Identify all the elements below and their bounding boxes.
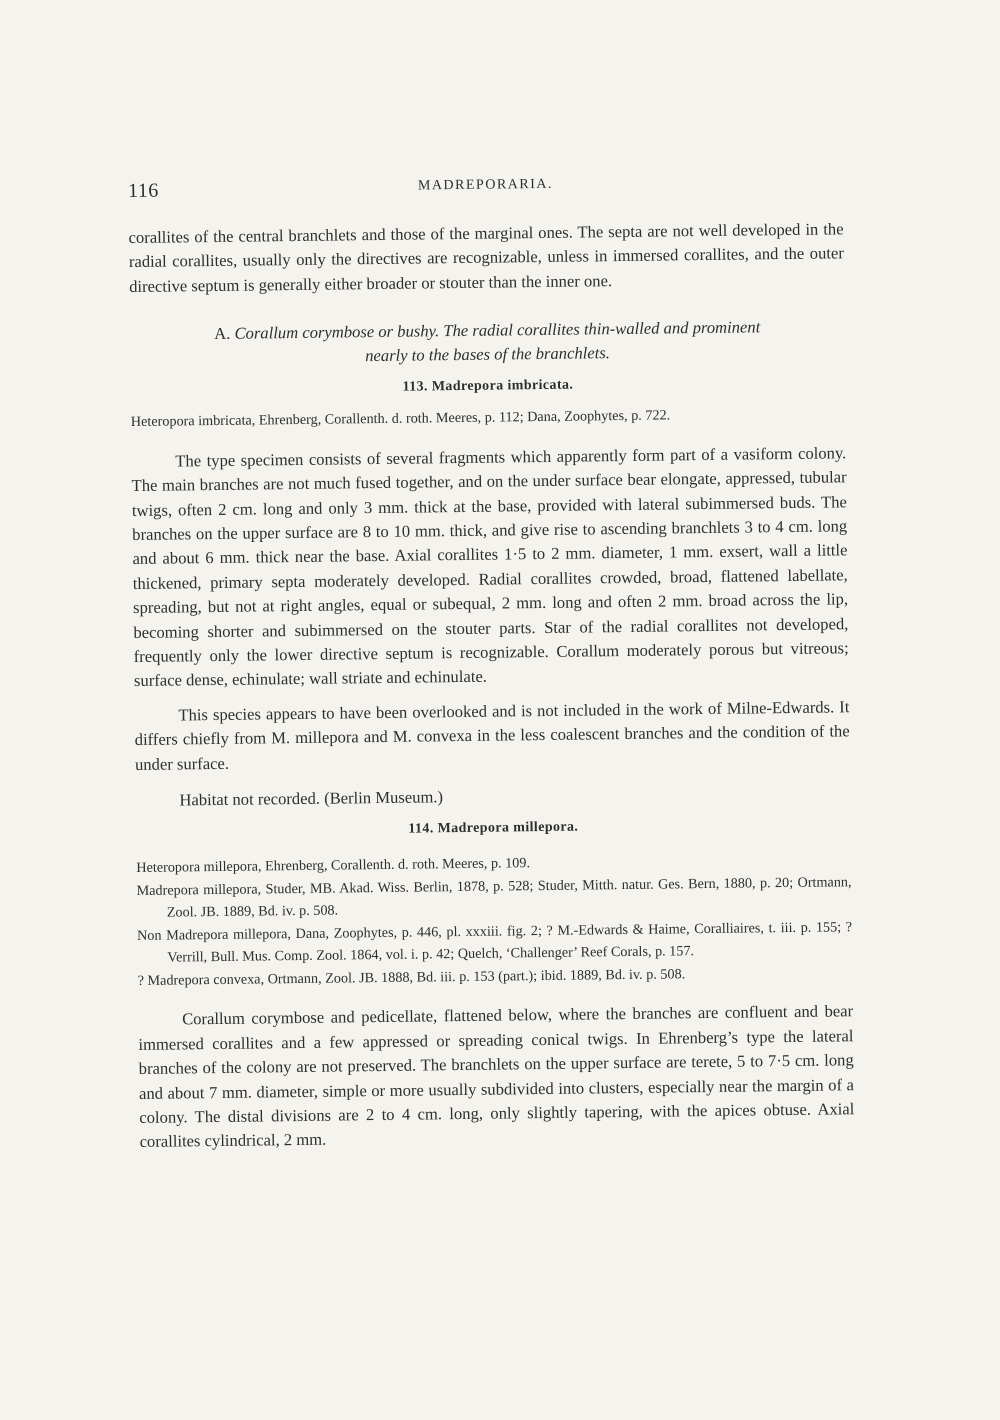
- section-heading-line-2: nearly to the bases of the branchlets.: [365, 343, 611, 366]
- intro-paragraph: corallites of the central branchlets and those of the marginal ones. The septa are not well developed in the radial corallites, usually only the directives are recognizable, unless in immersed corallites, and the outer directive septum is generally either broader or stouter than the inner one.: [128, 219, 844, 296]
- page-header: [128, 171, 843, 206]
- section-label: A.: [214, 324, 231, 344]
- species-113-synonymy: Heteropora imbricata, Ehrenberg, Corallenth. d. roth. Meeres, p. 112; Dana, Zoophytes, p. 722.: [130, 407, 671, 431]
- species-113-title: 113. Madrepora imbricata.: [402, 377, 574, 395]
- species-114-description: Corallum corymbose and pedicellate, flattened below, where the branches are confluent and bear immersed corallites and a few appressed or spreading conical twigs. In Ehrenberg’s type the lateral branches of the colony are not preserved. The branchlets on the upper surface are terete, 5 to 7·5 cm. long and about 7 mm. diameter, simple or more usually subdivided into clusters, especially near the margin of a colony. The distal divisions are 2 to 4 cm. long, only slightly tapering, with the apices obtuse. Axial corallites cylindrical, 2 mm.: [138, 1001, 855, 1152]
- synonymy-entry: Non Madrepora millepora, Dana, Zoophytes, p. 446, pl. xxxiii. fig. 2; ? M.-Edwards & Haime, Coralliaires, t. iii. p. 155; ? Verrill, Bull. Mus. Comp. Zool. 1864, vol. i. p. 42; Quelch, ‘Challenger’ Reef Corals, p. 157.: [137, 919, 853, 967]
- species-114-title: 114. Madrepora millepora.: [408, 819, 579, 838]
- section-heading: [130, 314, 846, 371]
- species-114-synonymy: [136, 849, 853, 993]
- page-number: 116: [127, 179, 159, 203]
- species-113-habitat: Habitat not recorded. (Berlin Museum.): [179, 787, 444, 810]
- species-113-remarks: This species appears to have been overlooked and is not included in the work of Milne-Edwards. It differs chiefly from M. millepora and M. convexa in the less coalescent branches and the condition of the under surface.: [134, 697, 850, 774]
- synonymy-entry: ? Madrepora convexa, Ortmann, Zool. JB. 1888, Bd. iii. p. 153 (part.); ibid. 1889, Bd. iv. p. 508.: [137, 966, 686, 989]
- running-head: MADREPORARIA.: [417, 176, 554, 194]
- synonymy-entry: Madrepora millepora, Studer, MB. Akad. Wiss. Berlin, 1878, p. 528; Studer, Mitth. natur. Ges. Bern, 1880, p. 20; Ortmann, Zool. JB. 1889, Bd. iv. p. 508.: [136, 874, 852, 922]
- species-113-description: The type specimen consists of several fragments which apparently form part of a vasiform colony. The main branches are not much fused together, and on the under surface bear elongate, appressed, tubular twigs, often 2 cm. long and only 3 mm. thick at the base, provided with lateral subimmersed buds. The branches on the upper surface are 8 to 10 mm. thick, and give rise to ascending branchlets 3 to 4 cm. long and about 6 mm. thick near the base. Axial corallites 1·5 to 2 mm. diameter, 1 mm. exsert, wall a little thickened, primary septa moderately developed. Radial corallites crowded, broad, flattened labellate, spreading, but not at right angles, equal or subequal, 2 mm. long and often 2 mm. broad across the lip, becoming shorter and subimmersed on the stouter parts. Star of the radial corallites not developed, frequently only the lower directive septum is recognizable. Corallum moderately porous but vitreous; surface dense, echinulate; wall striate and echinulate.: [131, 442, 849, 691]
- synonymy-entry: Heteropora millepora, Ehrenberg, Corallenth. d. roth. Meeres, p. 109.: [136, 855, 531, 877]
- page-body: [128, 217, 854, 1155]
- section-heading-line-1: Corallum corymbose or bushy. The radial corallites thin-walled and prominent: [234, 317, 761, 343]
